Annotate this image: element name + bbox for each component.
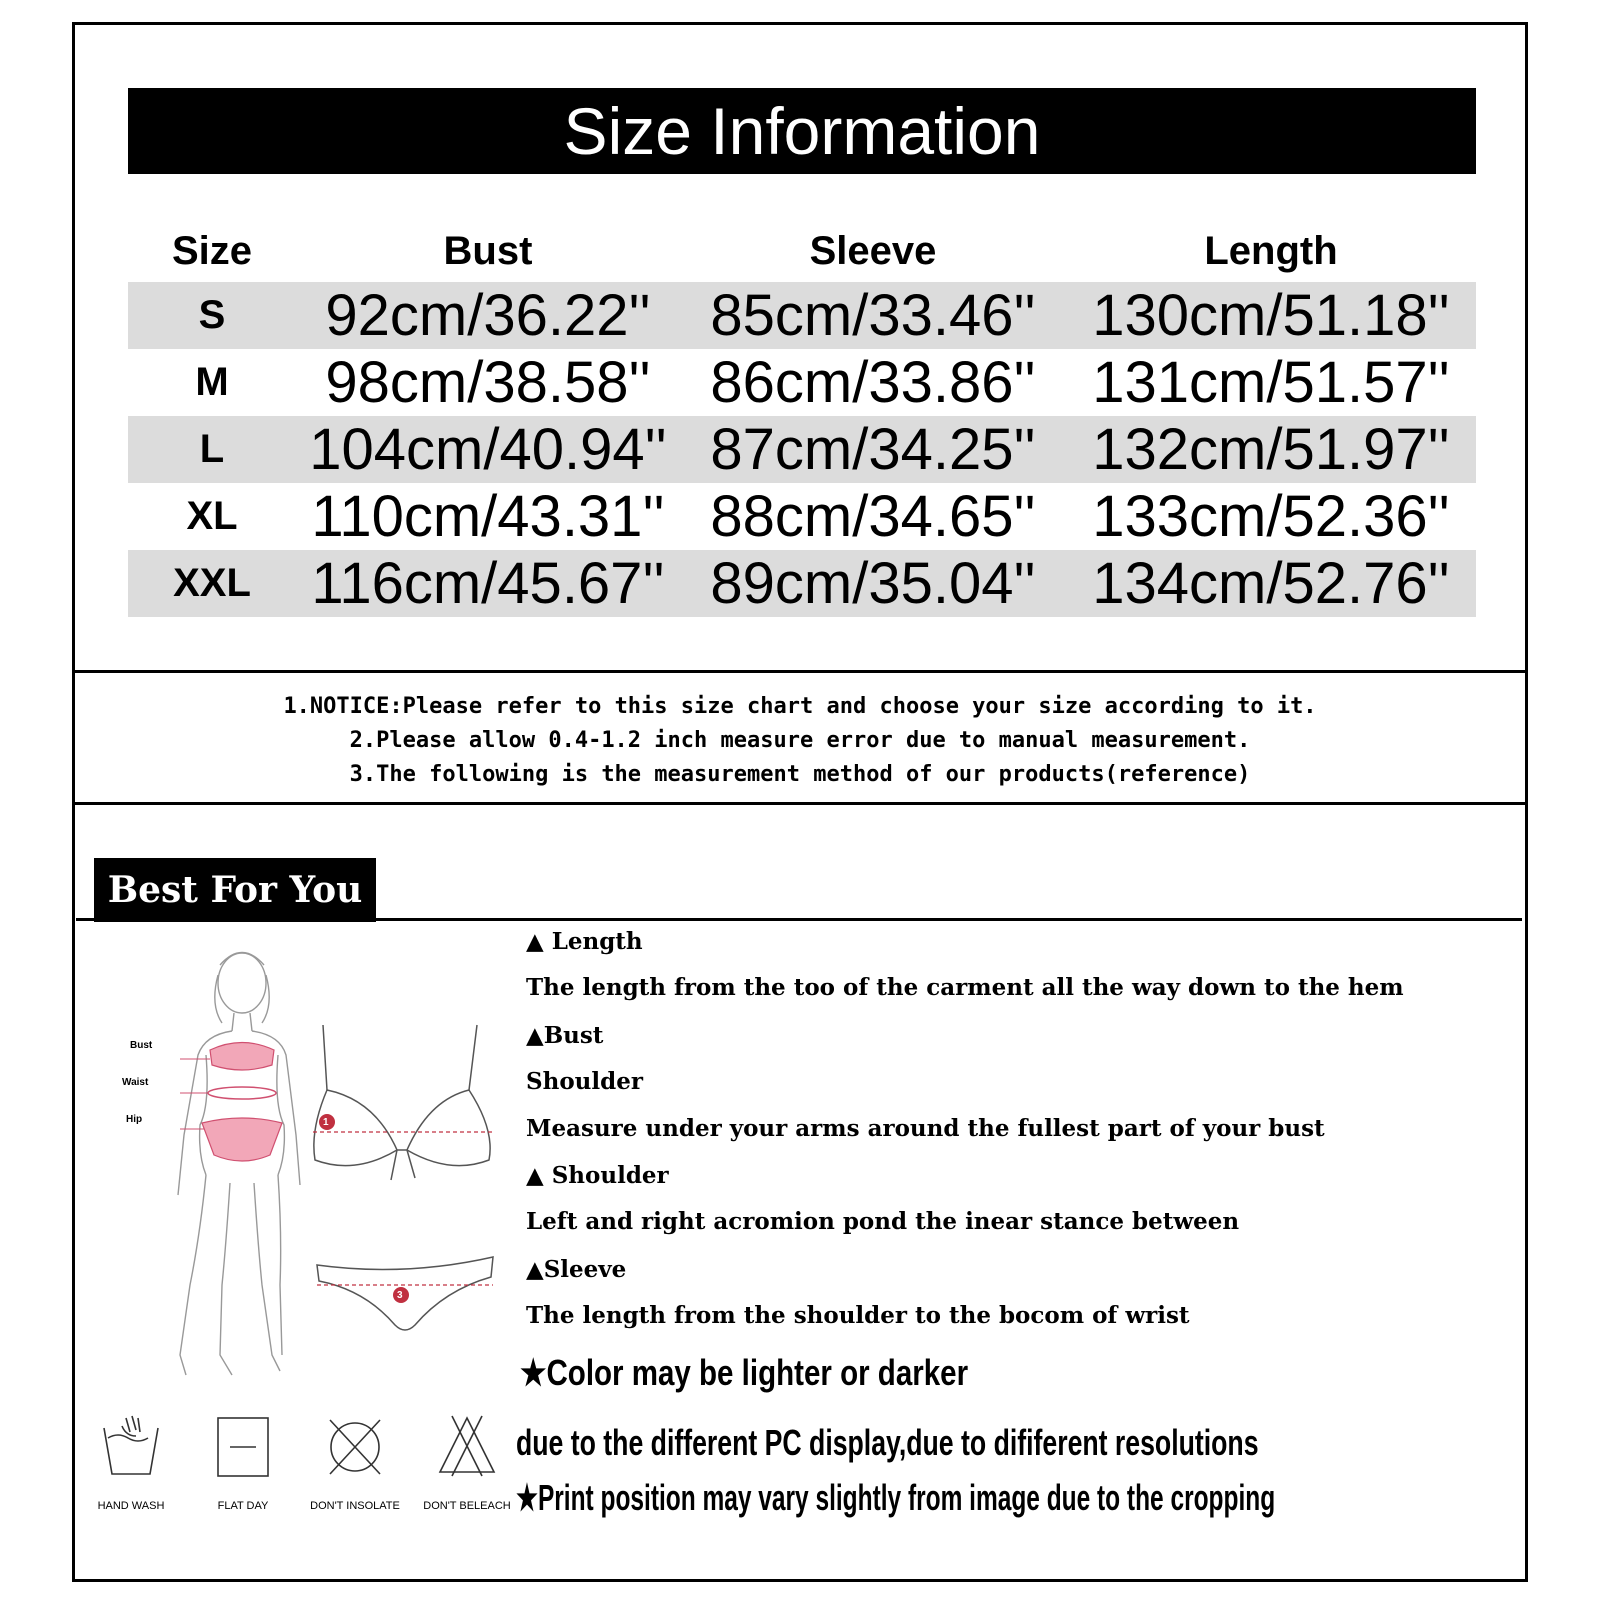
best-for-you-tab: Best For You (94, 858, 376, 922)
flat-dry-label: FLAT DAY (217, 1500, 269, 1512)
bust-cell: 110cm/43.31'' (311, 484, 665, 549)
bra-diagram-icon (305, 1020, 505, 1190)
size-cell: XXL (128, 550, 296, 617)
waist-label: Waist (122, 1077, 149, 1088)
bottom-diagram-icon (315, 1255, 495, 1335)
table-header-row (128, 220, 1476, 282)
notice-2: 2.Please allow 0.4-1.2 inch measure error due to manual measurement. (349, 728, 1251, 753)
table-row (128, 349, 1476, 416)
size-cell: M (195, 360, 229, 404)
table-row (128, 416, 1476, 483)
dont-insolate-icon (300, 1412, 410, 1487)
sleeve-cell: 86cm/33.86'' (710, 350, 1036, 415)
table-row (128, 550, 1476, 617)
sleeve-description: The length from the shoulder to the bocom of wrist (526, 1302, 1190, 1329)
divider-top (72, 670, 1528, 673)
bust-description: Measure under your arms around the fullest part of your bust (526, 1115, 1325, 1142)
length-heading: ▲ Length (526, 928, 643, 955)
bust-heading: ▲Bust (526, 1022, 604, 1049)
marker-3: 3 (397, 1290, 403, 1301)
table-row (128, 483, 1476, 550)
size-cell: XL (186, 494, 238, 538)
bust-label: Bust (130, 1040, 153, 1051)
dont-bleach-label: DON'T BELEACH (423, 1500, 511, 1512)
bust-cell: 116cm/45.67'' (296, 550, 680, 617)
length-cell: 132cm/51.97'' (1066, 416, 1476, 483)
header-bust: Bust (443, 228, 533, 273)
model-figure-icon (150, 935, 310, 1395)
sleeve-heading: ▲Sleeve (526, 1256, 627, 1283)
length-cell: 133cm/52.36'' (1092, 484, 1450, 549)
print-note: ★Print position may vary slightly from image due to the cropping (516, 1477, 1276, 1518)
shoulder-word: Shoulder (526, 1068, 643, 1095)
flat-dry-icon (188, 1412, 298, 1487)
length-cell: 131cm/51.57'' (1092, 350, 1450, 415)
best-for-you-underline (76, 918, 1522, 921)
header-sleeve: Sleeve (809, 228, 937, 273)
table-row (128, 282, 1476, 349)
size-cell: S (128, 282, 296, 349)
header-length: Length (1204, 228, 1338, 273)
bust-cell: 98cm/38.58'' (325, 350, 651, 415)
length-cell: 130cm/51.18'' (1066, 282, 1476, 349)
hand-wash-label: HAND WASH (97, 1500, 165, 1512)
bust-cell: 104cm/40.94'' (296, 416, 680, 483)
hip-label: Hip (126, 1114, 143, 1125)
bust-cell: 92cm/36.22'' (296, 282, 680, 349)
sleeve-cell: 85cm/33.46'' (680, 282, 1066, 349)
dont-bleach-icon (412, 1412, 522, 1487)
notice-3: 3.The following is the measurement method of our products(reference) (349, 762, 1251, 787)
sleeve-cell: 89cm/35.04'' (680, 550, 1066, 617)
sleeve-cell: 88cm/34.65'' (710, 484, 1036, 549)
length-description: The length from the too of the carment all the way down to the hem (526, 974, 1404, 1001)
length-cell: 134cm/52.76'' (1066, 550, 1476, 617)
size-table (128, 220, 1476, 617)
color-note-2: due to the different PC display,due to dififerent resolutions (516, 1422, 1259, 1463)
shoulder-description: Left and right acromion pond the inear stance between (526, 1208, 1240, 1235)
header-size: Size (171, 228, 253, 273)
shoulder-heading: ▲ Shoulder (526, 1162, 669, 1189)
size-cell: L (128, 416, 296, 483)
marker-1: 1 (323, 1117, 329, 1128)
hand-wash-icon (76, 1412, 186, 1487)
notice-block (75, 690, 1525, 792)
divider-bottom (72, 802, 1528, 805)
dont-insolate-label: DON'T INSOLATE (310, 1500, 400, 1512)
sleeve-cell: 87cm/34.25'' (680, 416, 1066, 483)
notice-1: 1.NOTICE:Please refer to this size chart and choose your size according to it. (283, 694, 1317, 719)
page-title: Size Information (128, 88, 1476, 174)
color-note-1: ★Color may be lighter or darker (520, 1352, 969, 1393)
